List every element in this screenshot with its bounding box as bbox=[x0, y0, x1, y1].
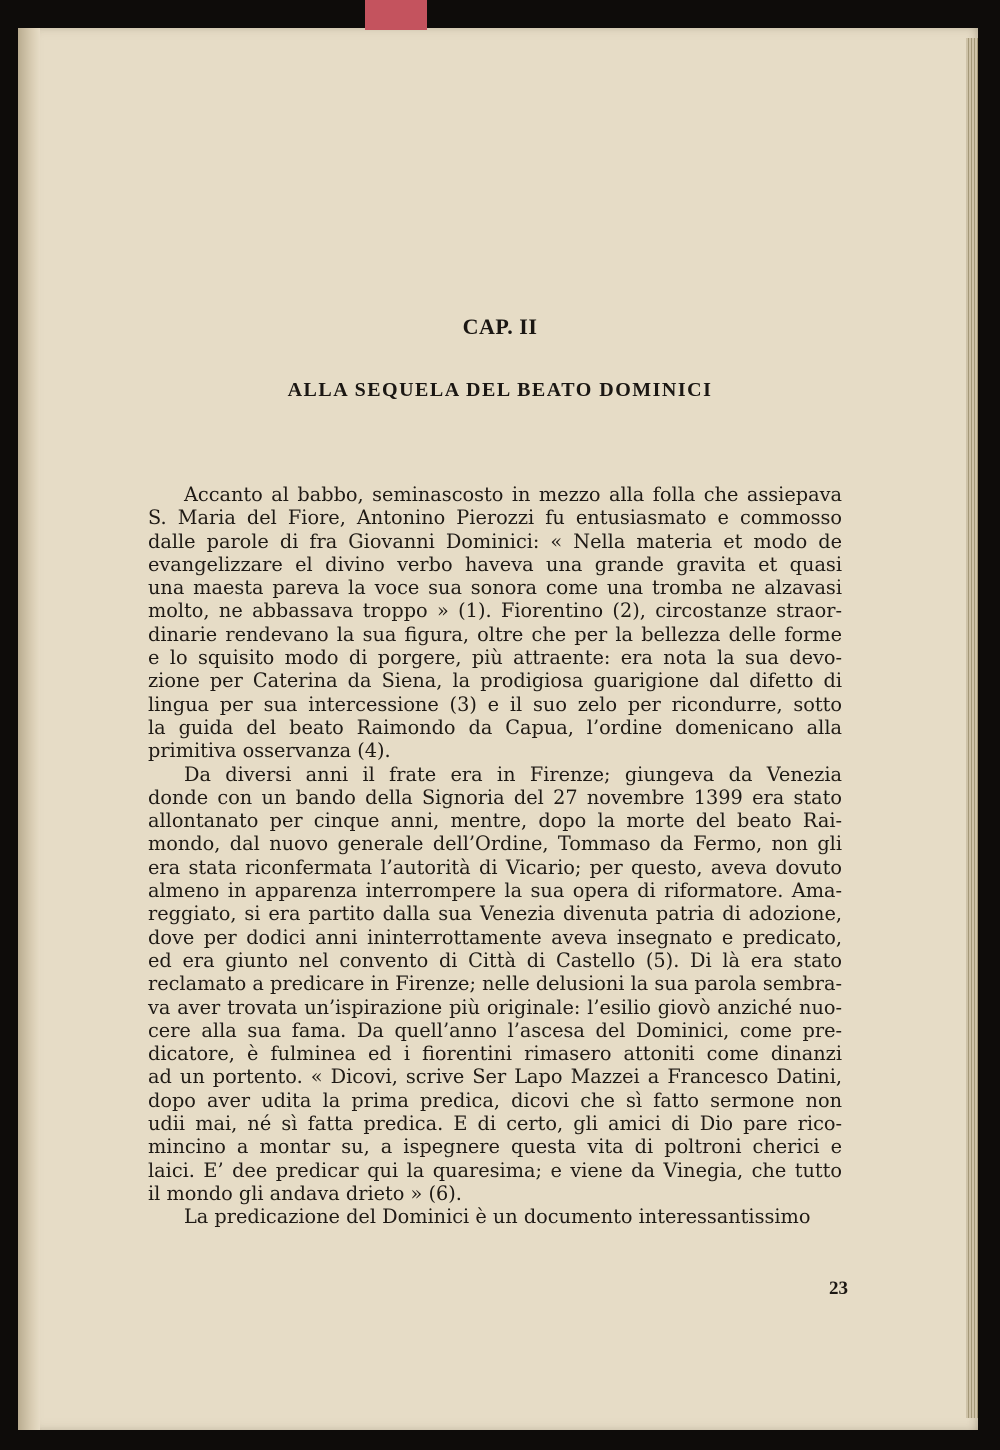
text-line: era stata riconfermata l’autorità di Vicario; per questo, aveva dovuto bbox=[148, 855, 842, 879]
paragraph bbox=[148, 763, 842, 1206]
text-line: il mondo gli andava drieto » (6). bbox=[148, 1181, 462, 1205]
text-line: una maesta pareva la voce sua sonora come una tromba ne alzavasi bbox=[148, 576, 842, 600]
text-line: ed era giunto nel convento di Città di Castello (5). Di là era stato bbox=[148, 948, 842, 972]
text-line: almeno in apparenza interrompere la sua opera di riformatore. Ama- bbox=[148, 879, 842, 903]
text-line: udii mai, né sì fatta predica. E di certo, gli amici di Dio pare rico- bbox=[148, 1112, 842, 1136]
text-line: lingua per sua intercessione (3) e il suo zelo per ricondurre, sotto bbox=[148, 692, 842, 716]
text-line: primitiva osservanza (4). bbox=[148, 739, 391, 763]
text-line: reggiato, si era partito dalla sua Venezia divenuta patria di adozione, bbox=[148, 902, 842, 926]
text-line: laici. E’ dee predicar qui la quaresima; e viene da Vinegia, che tutto bbox=[148, 1158, 842, 1182]
chapter-number: CAP. II bbox=[462, 314, 538, 339]
text-line: dove per dodici anni ininterrottamente aveva insegnato e predicato, bbox=[148, 925, 842, 949]
text-line: reclamato a predicare in Firenze; nelle delusioni la sua parola sembra- bbox=[148, 972, 842, 996]
text-line: cere alla sua fama. Da quell’anno l’ascesa del Dominici, come pre- bbox=[148, 1018, 842, 1042]
text-line: mincino a montar su, a ispegnere questa vita di poltroni cherici e bbox=[148, 1135, 842, 1159]
paragraph bbox=[148, 483, 842, 763]
text-line: allontanato per cinque anni, mentre, dopo la morte del beato Rai- bbox=[148, 809, 842, 833]
text-line: dicatore, è fulminea ed i fiorentini rimasero attoniti come dinanzi bbox=[148, 1042, 842, 1066]
text-line: dinarie rendevano la sua figura, oltre che per la bellezza delle forme bbox=[148, 622, 842, 646]
text-line: molto, ne abbassava troppo » (1). Fiorentino (2), circostanze straor- bbox=[148, 599, 842, 623]
text-line: donde con un bando della Signoria del 27 novembre 1399 era stato bbox=[148, 785, 842, 809]
page-number: 23 bbox=[829, 1278, 848, 1299]
text-line: Da diversi anni il frate era in Firenze; giungeva da Venezia bbox=[184, 762, 842, 786]
text-line: dalle parole di fra Giovanni Dominici: « Nella materia et modo de bbox=[148, 529, 842, 553]
text-line: zione per Caterina da Siena, la prodigiosa guarigione dal difetto di bbox=[148, 669, 842, 693]
text-line: La predicazione del Dominici è un documento interessantissimo bbox=[184, 1205, 811, 1229]
text-line: evangelizzare el divino verbo haveva una grande gravita et quasi bbox=[148, 552, 842, 576]
text-line: ad un portento. « Dicovi, scrive Ser Lapo Mazzei a Francesco Datini, bbox=[148, 1065, 842, 1089]
text-line: dopo aver udita la prima predica, dicovi che sì fatto sermone non bbox=[148, 1088, 842, 1112]
book-spine bbox=[18, 28, 40, 1430]
bookmark-ribbon bbox=[365, 0, 427, 30]
text-line: Accanto al babbo, seminascosto in mezzo alla folla che assiepava bbox=[184, 483, 842, 506]
chapter-title: ALLA SEQUELA DEL BEATO DOMINICI bbox=[287, 379, 713, 401]
body-text bbox=[148, 483, 842, 1229]
text-line: la guida del beato Raimondo da Capua, l’ordine domenicano alla bbox=[148, 715, 842, 739]
text-line: mondo, dal nuovo generale dell’Ordine, Tommaso da Fermo, non gli bbox=[148, 832, 842, 856]
text-line: S. Maria del Fiore, Antonino Pierozzi fu entusiasmato e commosso bbox=[148, 506, 842, 530]
page-edges bbox=[966, 38, 978, 1418]
text-line: va aver trovata un’ispirazione più originale: l’esilio giovò anziché nuo- bbox=[148, 995, 842, 1019]
paragraph bbox=[148, 1205, 842, 1228]
text-line: e lo squisito modo di porgere, più attraente: era nota la sua devo- bbox=[148, 646, 842, 670]
